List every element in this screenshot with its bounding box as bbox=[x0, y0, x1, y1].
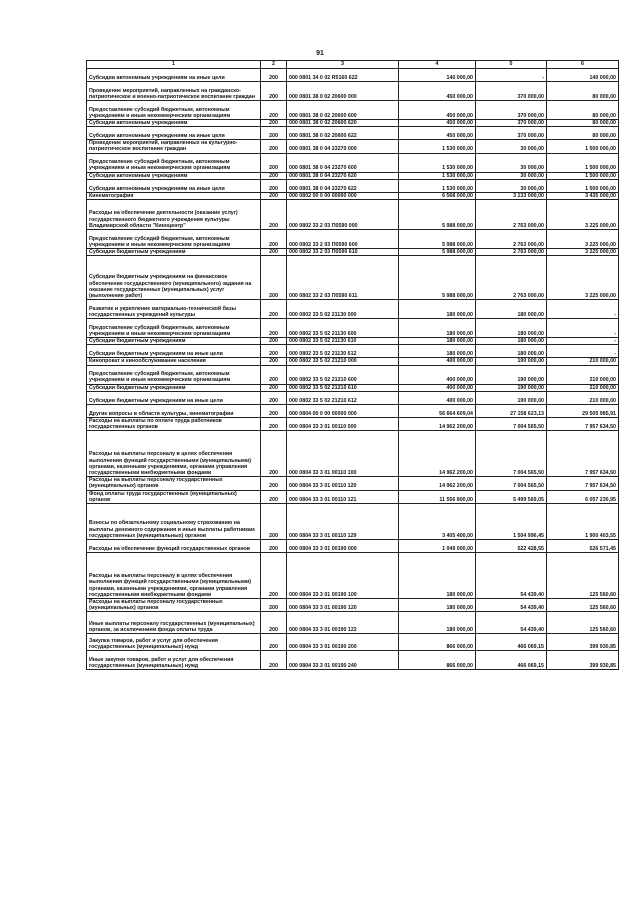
table-row bbox=[87, 101, 619, 120]
row-approved-cell: 400 000,00 bbox=[399, 384, 476, 391]
row-name-cell: Предоставление субсидий бюджетным, автономным учреждениям и иным некоммерческим организациям bbox=[87, 365, 261, 384]
row-executed-cell: 370 000,00 bbox=[476, 120, 547, 127]
row-remaining-cell: 210 000,00 bbox=[547, 391, 619, 404]
row-ministry-cell: 200 bbox=[261, 634, 287, 651]
header-cell: 3 bbox=[287, 61, 399, 69]
row-remaining-cell: 125 560,60 bbox=[547, 553, 619, 599]
table-row bbox=[87, 300, 619, 319]
row-executed-cell: 30 000,00 bbox=[476, 172, 547, 179]
row-remaining-cell: - bbox=[547, 319, 619, 338]
row-code-cell: 000 0802 33 5 02 21210 610 bbox=[287, 384, 399, 391]
row-executed-cell: 180 000,00 bbox=[476, 338, 547, 345]
row-name-cell: Кинопрокат и кинообслуживание населения bbox=[87, 358, 261, 365]
row-name-cell: Субсидии автономным учреждениям на иные цели bbox=[87, 69, 261, 82]
row-ministry-cell: 200 bbox=[261, 172, 287, 179]
row-executed-cell: 2 763 000,00 bbox=[476, 230, 547, 249]
row-ministry-cell: 200 bbox=[261, 140, 287, 153]
row-executed-cell: 5 499 569,05 bbox=[476, 490, 547, 503]
row-remaining-cell: 1 500 000,00 bbox=[547, 153, 619, 172]
row-ministry-cell: 200 bbox=[261, 384, 287, 391]
table-row bbox=[87, 140, 619, 153]
row-executed-cell: - bbox=[476, 69, 547, 82]
row-executed-cell: 30 000,00 bbox=[476, 153, 547, 172]
row-approved-cell: 400 000,00 bbox=[399, 358, 476, 365]
row-code-cell: 000 0804 33 3 01 00110 120 bbox=[287, 477, 399, 490]
table-row bbox=[87, 365, 619, 384]
row-ministry-cell: 200 bbox=[261, 127, 287, 140]
table-row bbox=[87, 338, 619, 345]
row-approved-cell: 180 000,00 bbox=[399, 338, 476, 345]
row-code-cell: 000 0802 33 2 03 П0590 611 bbox=[287, 256, 399, 300]
row-name-cell: Субсидии бюджетным учреждениям bbox=[87, 249, 261, 256]
row-code-cell: 000 0804 33 3 01 00110 129 bbox=[287, 504, 399, 540]
row-ministry-cell: 200 bbox=[261, 553, 287, 599]
row-code-cell: 000 0801 38 0 04 23270 620 bbox=[287, 172, 399, 179]
row-executed-cell: 30 000,00 bbox=[476, 179, 547, 192]
row-code-cell: 000 0802 33 5 02 21130 600 bbox=[287, 319, 399, 338]
row-name-cell: Предоставление субсидий бюджетным, автономным учреждениям и иным некоммерческим организациям bbox=[87, 230, 261, 249]
row-remaining-cell: - bbox=[547, 338, 619, 345]
row-executed-cell: 7 004 565,50 bbox=[476, 417, 547, 430]
row-name-cell: Субсидии автономным учреждениям bbox=[87, 120, 261, 127]
row-name-cell: Иные закупки товаров, работ и услуг для обеспечения государственных (муниципальных) нужд bbox=[87, 651, 261, 670]
row-code-cell: 000 0804 33 3 01 00110 100 bbox=[287, 431, 399, 477]
row-approved-cell: 14 962 200,00 bbox=[399, 477, 476, 490]
row-name-cell: Проведение мероприятий, направленных на гражданско-патриотическое и военно-патриотическое воспитание граждан bbox=[87, 82, 261, 101]
row-remaining-cell: - bbox=[547, 345, 619, 358]
row-ministry-cell: 200 bbox=[261, 200, 287, 230]
row-name-cell: Кинематография bbox=[87, 192, 261, 199]
table-row bbox=[87, 319, 619, 338]
row-name-cell: Фонд оплаты труда государственных (муниципальных) органов bbox=[87, 490, 261, 503]
row-remaining-cell: 80 000,00 bbox=[547, 101, 619, 120]
table-row bbox=[87, 192, 619, 199]
row-code-cell: 000 0801 38 0 04 23270 622 bbox=[287, 179, 399, 192]
table-row bbox=[87, 120, 619, 127]
row-approved-cell: 180 000,00 bbox=[399, 300, 476, 319]
row-approved-cell: 5 988 000,00 bbox=[399, 200, 476, 230]
row-ministry-cell: 200 bbox=[261, 338, 287, 345]
table-row bbox=[87, 490, 619, 503]
row-code-cell: 000 0804 33 3 01 00190 000 bbox=[287, 540, 399, 553]
row-code-cell: 000 0802 33 5 02 21130 610 bbox=[287, 338, 399, 345]
table-row bbox=[87, 599, 619, 612]
table-row bbox=[87, 153, 619, 172]
row-approved-cell: 180 000,00 bbox=[399, 319, 476, 338]
row-name-cell: Предоставление субсидий бюджетным, автономным учреждениям и иным некоммерческим организациям bbox=[87, 153, 261, 172]
row-remaining-cell: 7 957 634,50 bbox=[547, 417, 619, 430]
table-row bbox=[87, 200, 619, 230]
row-name-cell: Расходы на обеспечение функций государственных органов bbox=[87, 540, 261, 553]
row-executed-cell: 466 069,15 bbox=[476, 651, 547, 670]
row-name-cell: Расходы на выплаты персоналу в целях обеспечения выполнения функций государственными (муниципальными) органами, казенными учреждениями, органами управления государственными внебюджетными фондами bbox=[87, 431, 261, 477]
row-approved-cell: 14 962 200,00 bbox=[399, 417, 476, 430]
table-row bbox=[87, 612, 619, 634]
budget-table bbox=[86, 60, 619, 670]
row-code-cell: 000 0801 38 0 02 20600 620 bbox=[287, 120, 399, 127]
row-code-cell: 000 0802 00 0 00 00000 000 bbox=[287, 192, 399, 199]
page-number: 91 bbox=[316, 50, 324, 57]
row-name-cell: Субсидии бюджетным учреждениям на иные цели bbox=[87, 345, 261, 358]
row-name-cell: Субсидии автономным учреждениям на иные цели bbox=[87, 127, 261, 140]
table-row bbox=[87, 384, 619, 391]
row-ministry-cell: 200 bbox=[261, 612, 287, 634]
row-executed-cell: 370 000,00 bbox=[476, 82, 547, 101]
row-executed-cell: 2 763 000,00 bbox=[476, 200, 547, 230]
row-approved-cell: 3 405 400,00 bbox=[399, 504, 476, 540]
header-cell: 1 bbox=[87, 61, 261, 69]
row-approved-cell: 450 000,00 bbox=[399, 120, 476, 127]
table-row bbox=[87, 358, 619, 365]
row-remaining-cell: 29 505 985,91 bbox=[547, 404, 619, 417]
row-approved-cell: 400 000,00 bbox=[399, 365, 476, 384]
row-code-cell: 000 0801 38 0 02 20600 000 bbox=[287, 82, 399, 101]
row-remaining-cell: 1 500 000,00 bbox=[547, 179, 619, 192]
row-code-cell: 000 0802 33 5 02 21210 600 bbox=[287, 365, 399, 384]
row-name-cell: Субсидии бюджетным учреждениям bbox=[87, 384, 261, 391]
row-remaining-cell: 399 930,85 bbox=[547, 634, 619, 651]
row-approved-cell: 180 000,00 bbox=[399, 612, 476, 634]
table-body bbox=[87, 69, 619, 670]
row-executed-cell: 2 763 000,00 bbox=[476, 249, 547, 256]
row-approved-cell: 140 000,00 bbox=[399, 69, 476, 82]
table-row bbox=[87, 404, 619, 417]
row-name-cell: Расходы на обеспечение деятельности (оказание услуг) государственного бюджетного учреждения культуры Владимирской области "Киноцентр" bbox=[87, 200, 261, 230]
row-ministry-cell: 200 bbox=[261, 365, 287, 384]
row-remaining-cell: 1 500 000,00 bbox=[547, 172, 619, 179]
row-ministry-cell: 200 bbox=[261, 101, 287, 120]
table-row bbox=[87, 256, 619, 300]
row-code-cell: 000 0804 33 3 01 00190 100 bbox=[287, 553, 399, 599]
row-ministry-cell: 200 bbox=[261, 179, 287, 192]
row-name-cell: Расходы на выплаты персоналу в целях обеспечения выполнения функций государственными (муниципальными) органами, казенными учреждениями, органами управления государственными внебюджетными фондами bbox=[87, 553, 261, 599]
table-row bbox=[87, 634, 619, 651]
row-code-cell: 000 0802 33 2 03 П0590 610 bbox=[287, 249, 399, 256]
row-code-cell: 000 0802 33 5 02 21210 000 bbox=[287, 358, 399, 365]
table-row bbox=[87, 477, 619, 490]
row-executed-cell: 2 763 000,00 bbox=[476, 256, 547, 300]
row-executed-cell: 190 000,00 bbox=[476, 365, 547, 384]
table-row bbox=[87, 127, 619, 140]
row-executed-cell: 30 000,00 bbox=[476, 140, 547, 153]
row-ministry-cell: 200 bbox=[261, 82, 287, 101]
row-ministry-cell: 200 bbox=[261, 319, 287, 338]
table-row bbox=[87, 391, 619, 404]
row-executed-cell: 190 000,00 bbox=[476, 391, 547, 404]
header-cell: 4 bbox=[399, 61, 476, 69]
row-code-cell: 000 0801 38 0 04 23270 000 bbox=[287, 140, 399, 153]
row-executed-cell: 3 133 000,00 bbox=[476, 192, 547, 199]
row-executed-cell: 190 000,00 bbox=[476, 358, 547, 365]
row-executed-cell: 27 158 623,13 bbox=[476, 404, 547, 417]
table-row bbox=[87, 249, 619, 256]
row-code-cell: 000 0801 38 0 02 20600 600 bbox=[287, 101, 399, 120]
row-remaining-cell: - bbox=[547, 300, 619, 319]
row-executed-cell: 190 000,00 bbox=[476, 384, 547, 391]
table-row bbox=[87, 553, 619, 599]
row-name-cell: Развитие и укрепление материально-технической базы государственных учреждений культуры bbox=[87, 300, 261, 319]
row-code-cell: 000 0802 33 5 02 21130 612 bbox=[287, 345, 399, 358]
row-executed-cell: 7 004 565,50 bbox=[476, 431, 547, 477]
row-remaining-cell: 7 957 634,50 bbox=[547, 431, 619, 477]
row-code-cell: 000 0802 33 5 02 21130 000 bbox=[287, 300, 399, 319]
row-executed-cell: 180 000,00 bbox=[476, 319, 547, 338]
row-name-cell: Расходы на выплаты по оплате труда работников государственных органов bbox=[87, 417, 261, 430]
row-name-cell: Иные выплаты персоналу государственных (муниципальных) органов, за исключением фонда оплаты труда bbox=[87, 612, 261, 634]
row-name-cell: Предоставление субсидий бюджетным, автономным учреждениям и иным некоммерческим организациям bbox=[87, 319, 261, 338]
row-ministry-cell: 200 bbox=[261, 256, 287, 300]
row-executed-cell: 54 439,40 bbox=[476, 553, 547, 599]
row-approved-cell: 1 530 000,00 bbox=[399, 172, 476, 179]
row-remaining-cell: 1 900 403,55 bbox=[547, 504, 619, 540]
row-approved-cell: 450 000,00 bbox=[399, 127, 476, 140]
row-code-cell: 000 0804 33 3 01 00190 240 bbox=[287, 651, 399, 670]
row-code-cell: 000 0804 33 3 01 00190 120 bbox=[287, 599, 399, 612]
row-ministry-cell: 200 bbox=[261, 417, 287, 430]
row-ministry-cell: 200 bbox=[261, 490, 287, 503]
table-row bbox=[87, 82, 619, 101]
row-name-cell: Субсидии бюджетным учреждениям на иные цели bbox=[87, 391, 261, 404]
row-approved-cell: 180 000,00 bbox=[399, 553, 476, 599]
table-row bbox=[87, 504, 619, 540]
row-ministry-cell: 200 bbox=[261, 504, 287, 540]
row-executed-cell: 7 004 565,50 bbox=[476, 477, 547, 490]
row-remaining-cell: 3 225 000,00 bbox=[547, 230, 619, 249]
row-executed-cell: 180 000,00 bbox=[476, 345, 547, 358]
row-approved-cell: 5 988 000,00 bbox=[399, 256, 476, 300]
row-ministry-cell: 200 bbox=[261, 345, 287, 358]
row-name-cell: Субсидии автономным учреждениям bbox=[87, 172, 261, 179]
row-code-cell: 000 0801 34 0 02 R5160 622 bbox=[287, 69, 399, 82]
row-ministry-cell: 200 bbox=[261, 391, 287, 404]
row-code-cell: 000 0801 38 0 02 20600 622 bbox=[287, 127, 399, 140]
row-executed-cell: 54 439,40 bbox=[476, 612, 547, 634]
row-approved-cell: 1 530 000,00 bbox=[399, 140, 476, 153]
row-ministry-cell: 200 bbox=[261, 230, 287, 249]
row-name-cell: Расходы на выплаты персоналу государственных (муниципальных) органов bbox=[87, 477, 261, 490]
row-remaining-cell: 6 057 230,95 bbox=[547, 490, 619, 503]
row-remaining-cell: 80 000,00 bbox=[547, 127, 619, 140]
row-name-cell: Закупка товаров, работ и услуг для обеспечения государственных (муниципальных) нужд bbox=[87, 634, 261, 651]
row-executed-cell: 522 428,55 bbox=[476, 540, 547, 553]
row-approved-cell: 450 000,00 bbox=[399, 82, 476, 101]
row-approved-cell: 180 000,00 bbox=[399, 345, 476, 358]
row-executed-cell: 54 439,40 bbox=[476, 599, 547, 612]
table-row bbox=[87, 651, 619, 670]
row-approved-cell: 11 556 800,00 bbox=[399, 490, 476, 503]
row-remaining-cell: 210 000,00 bbox=[547, 365, 619, 384]
row-remaining-cell: 125 560,60 bbox=[547, 599, 619, 612]
table-row bbox=[87, 431, 619, 477]
row-approved-cell: 6 568 000,00 bbox=[399, 192, 476, 199]
row-ministry-cell: 200 bbox=[261, 300, 287, 319]
row-remaining-cell: 3 225 000,00 bbox=[547, 200, 619, 230]
row-remaining-cell: 210 000,00 bbox=[547, 384, 619, 391]
row-ministry-cell: 200 bbox=[261, 599, 287, 612]
row-remaining-cell: 1 500 000,00 bbox=[547, 140, 619, 153]
table-row bbox=[87, 230, 619, 249]
row-ministry-cell: 200 bbox=[261, 540, 287, 553]
row-ministry-cell: 200 bbox=[261, 249, 287, 256]
row-remaining-cell: 125 560,60 bbox=[547, 612, 619, 634]
row-approved-cell: 450 000,00 bbox=[399, 101, 476, 120]
row-approved-cell: 180 000,00 bbox=[399, 599, 476, 612]
row-executed-cell: 370 000,00 bbox=[476, 127, 547, 140]
row-code-cell: 000 0804 33 3 01 00190 200 bbox=[287, 634, 399, 651]
table-row bbox=[87, 69, 619, 82]
row-code-cell: 000 0804 33 3 01 00190 122 bbox=[287, 612, 399, 634]
row-approved-cell: 1 049 000,00 bbox=[399, 540, 476, 553]
row-remaining-cell: 7 957 634,50 bbox=[547, 477, 619, 490]
header-cell: 5 bbox=[476, 61, 547, 69]
row-approved-cell: 1 530 000,00 bbox=[399, 179, 476, 192]
table-row bbox=[87, 417, 619, 430]
row-ministry-cell: 200 bbox=[261, 120, 287, 127]
row-name-cell: Субсидии бюджетным учреждениям bbox=[87, 338, 261, 345]
header-cell: 6 bbox=[547, 61, 619, 69]
row-approved-cell: 1 530 000,00 bbox=[399, 153, 476, 172]
row-remaining-cell: 399 930,85 bbox=[547, 651, 619, 670]
row-code-cell: 000 0802 33 2 03 П0590 000 bbox=[287, 200, 399, 230]
row-approved-cell: 400 000,00 bbox=[399, 391, 476, 404]
table-row bbox=[87, 540, 619, 553]
row-name-cell: Взносы по обязательному социальному страхованию на выплаты денежного содержания и иные выплаты работникам государственных (муниципальных) органов bbox=[87, 504, 261, 540]
row-code-cell: 000 0801 38 0 04 23270 600 bbox=[287, 153, 399, 172]
row-name-cell: Предоставление субсидий бюджетным, автономным учреждениям и иным некоммерческим организациям bbox=[87, 101, 261, 120]
table-header-row bbox=[87, 61, 619, 69]
row-code-cell: 000 0802 33 5 02 21210 612 bbox=[287, 391, 399, 404]
header-cell: 2 bbox=[261, 61, 287, 69]
row-name-cell: Другие вопросы в области культуры, кинематографии bbox=[87, 404, 261, 417]
row-executed-cell: 370 000,00 bbox=[476, 101, 547, 120]
row-remaining-cell: 3 225 000,00 bbox=[547, 256, 619, 300]
row-ministry-cell: 200 bbox=[261, 153, 287, 172]
table-row bbox=[87, 179, 619, 192]
row-ministry-cell: 200 bbox=[261, 404, 287, 417]
row-code-cell: 000 0804 00 0 00 00000 000 bbox=[287, 404, 399, 417]
row-approved-cell: 866 000,00 bbox=[399, 651, 476, 670]
row-approved-cell: 866 000,00 bbox=[399, 634, 476, 651]
row-remaining-cell: 80 000,00 bbox=[547, 82, 619, 101]
row-name-cell: Расходы на выплаты персоналу государственных (муниципальных) органов bbox=[87, 599, 261, 612]
row-remaining-cell: 80 000,00 bbox=[547, 120, 619, 127]
row-executed-cell: 1 504 996,45 bbox=[476, 504, 547, 540]
row-remaining-cell: 140 000,00 bbox=[547, 69, 619, 82]
row-approved-cell: 14 962 200,00 bbox=[399, 431, 476, 477]
row-executed-cell: 180 000,00 bbox=[476, 300, 547, 319]
row-code-cell: 000 0804 33 3 01 00110 000 bbox=[287, 417, 399, 430]
row-remaining-cell: 3 225 000,00 bbox=[547, 249, 619, 256]
row-approved-cell: 5 988 000,00 bbox=[399, 249, 476, 256]
row-code-cell: 000 0802 33 2 03 П0590 600 bbox=[287, 230, 399, 249]
row-remaining-cell: 3 435 000,00 bbox=[547, 192, 619, 199]
row-executed-cell: 466 069,15 bbox=[476, 634, 547, 651]
row-name-cell: Субсидии автономным учреждениям на иные цели bbox=[87, 179, 261, 192]
row-ministry-cell: 200 bbox=[261, 192, 287, 199]
row-remaining-cell: 526 571,45 bbox=[547, 540, 619, 553]
row-approved-cell: 56 664 609,04 bbox=[399, 404, 476, 417]
table-row bbox=[87, 172, 619, 179]
table-row bbox=[87, 345, 619, 358]
row-name-cell: Субсидии бюджетным учреждениям на финансовое обеспечение государственного (муниципального) задания на оказание государственных (муниципальных) услуг (выполнение работ) bbox=[87, 256, 261, 300]
row-ministry-cell: 200 bbox=[261, 69, 287, 82]
row-ministry-cell: 200 bbox=[261, 651, 287, 670]
row-ministry-cell: 200 bbox=[261, 431, 287, 477]
row-name-cell: Проведение мероприятий, направленных на культурно-патриотическое воспитание граждан bbox=[87, 140, 261, 153]
row-ministry-cell: 200 bbox=[261, 358, 287, 365]
row-remaining-cell: 210 000,00 bbox=[547, 358, 619, 365]
row-approved-cell: 5 988 000,00 bbox=[399, 230, 476, 249]
row-ministry-cell: 200 bbox=[261, 477, 287, 490]
row-code-cell: 000 0804 33 3 01 00110 121 bbox=[287, 490, 399, 503]
